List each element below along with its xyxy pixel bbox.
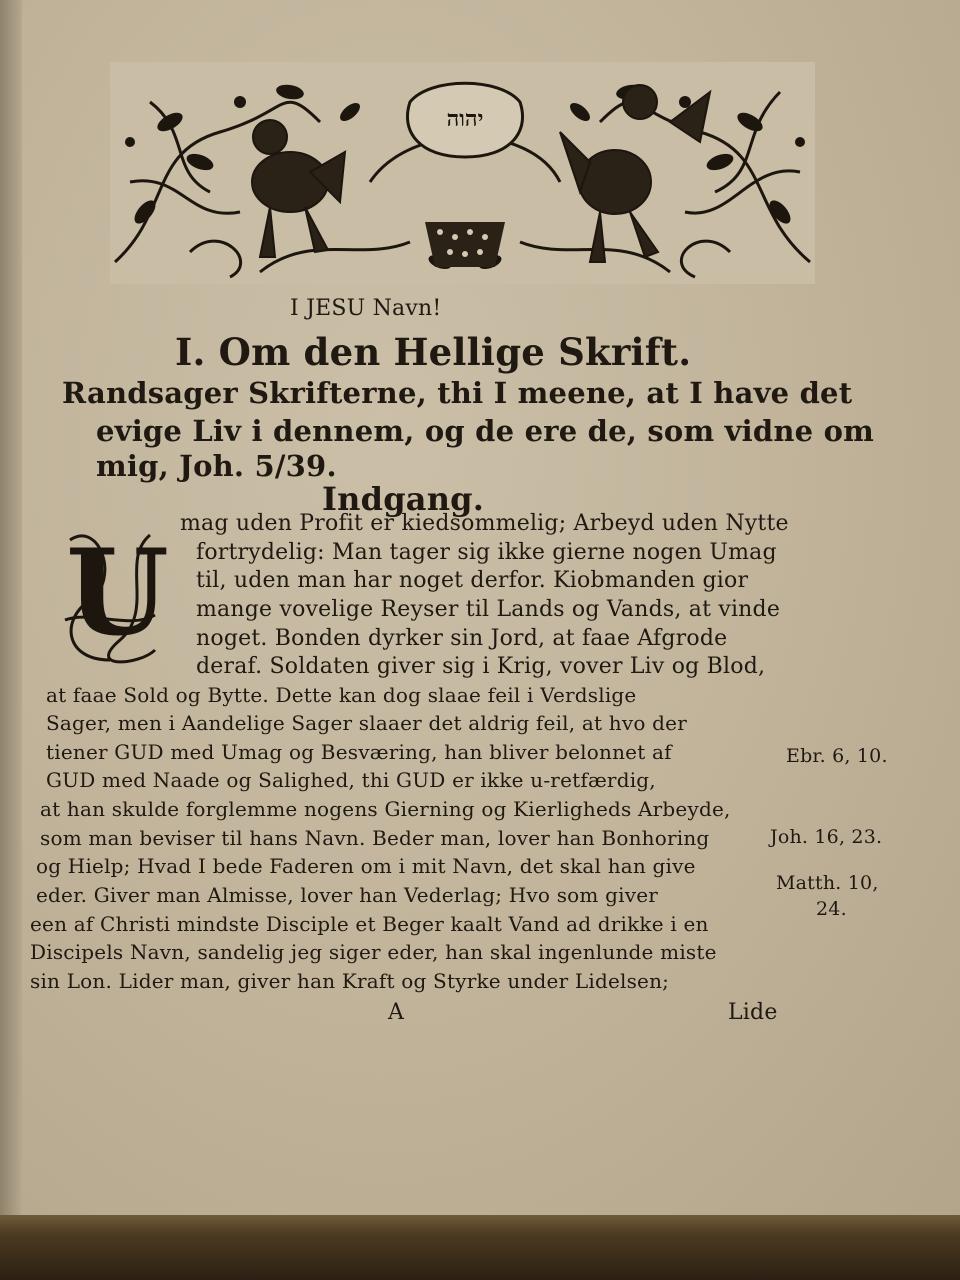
motto-line: evige Liv i dennem, og de ere de, som vidne om [96, 414, 875, 448]
text-line: tiener GUD med Umag og Besværing, han bliver belonnet af [46, 740, 672, 764]
signature-mark: A [388, 1000, 405, 1025]
text-line: GUD med Naade og Salighed, thi GUD er ikke u-retfærdig, [46, 768, 656, 792]
chapter-title: I. Om den Hellige Skrift. [175, 330, 692, 374]
decorated-initial [60, 520, 169, 668]
text-line: og Hielp; Hvad I bede Faderen om i mit Navn, det skal han give [36, 854, 696, 878]
drop-cap-letter: U [66, 523, 169, 662]
text-line: mange vovelige Reyser til Lands og Vands, at vinde [196, 597, 781, 622]
text-line: eder. Giver man Almisse, lover han Vederlag; Hvo som giver [36, 883, 659, 907]
text-line: mag uden Profit er kiedsommelig; Arbeyd uden Nytte [180, 511, 789, 536]
text-line: at han skulde forglemme nogens Gierning og Kierligheds Arbeyde, [40, 797, 731, 821]
margin-reference: Matth. 10, [776, 872, 879, 894]
text-line: sin Lon. Lider man, giver han Kraft og Styrke under Lidelsen; [30, 969, 670, 993]
section-heading: Indgang. [322, 480, 485, 518]
margin-reference: Joh. 16, 23. [770, 826, 883, 848]
text-line: Discipels Navn, sandelig jeg siger eder, han skal ingenlunde miste [30, 940, 717, 964]
motto-line: Randsager Skrifterne, thi I meene, at I have det [62, 376, 853, 410]
text-line: til, uden man har noget derfor. Kiobmanden gior [196, 568, 749, 593]
page-gutter-edge [0, 0, 22, 1225]
margin-reference: Ebr. 6, 10. [786, 745, 888, 767]
motto-line: mig, Joh. 5/39. [96, 449, 337, 483]
text-line: deraf. Soldaten giver sig i Krig, vover Liv og Blod, [196, 654, 766, 679]
text-line: Sager, men i Aandelige Sager slaaer det aldrig feil, at hvo der [46, 711, 687, 735]
invocation: I JESU Navn! [290, 296, 442, 321]
book-fore-edge [0, 1215, 960, 1280]
tetragrammaton-inscription: יהוה [446, 106, 484, 132]
text-line: som man beviser til hans Navn. Beder man, lover han Bonhoring [40, 826, 710, 850]
ornamental-headpiece [110, 62, 815, 284]
catchword: Lide [728, 1000, 778, 1025]
margin-reference: 24. [816, 898, 847, 920]
text-line: noget. Bonden dyrker sin Jord, at faae Afgrode [196, 626, 728, 651]
text-line: at faae Sold og Bytte. Dette kan dog slaae feil i Verdslige [46, 683, 637, 707]
text-line: fortrydelig: Man tager sig ikke gierne nogen Umag [196, 540, 777, 565]
text-line: een af Christi mindste Disciple et Beger kaalt Vand ad drikke i en [30, 912, 709, 936]
